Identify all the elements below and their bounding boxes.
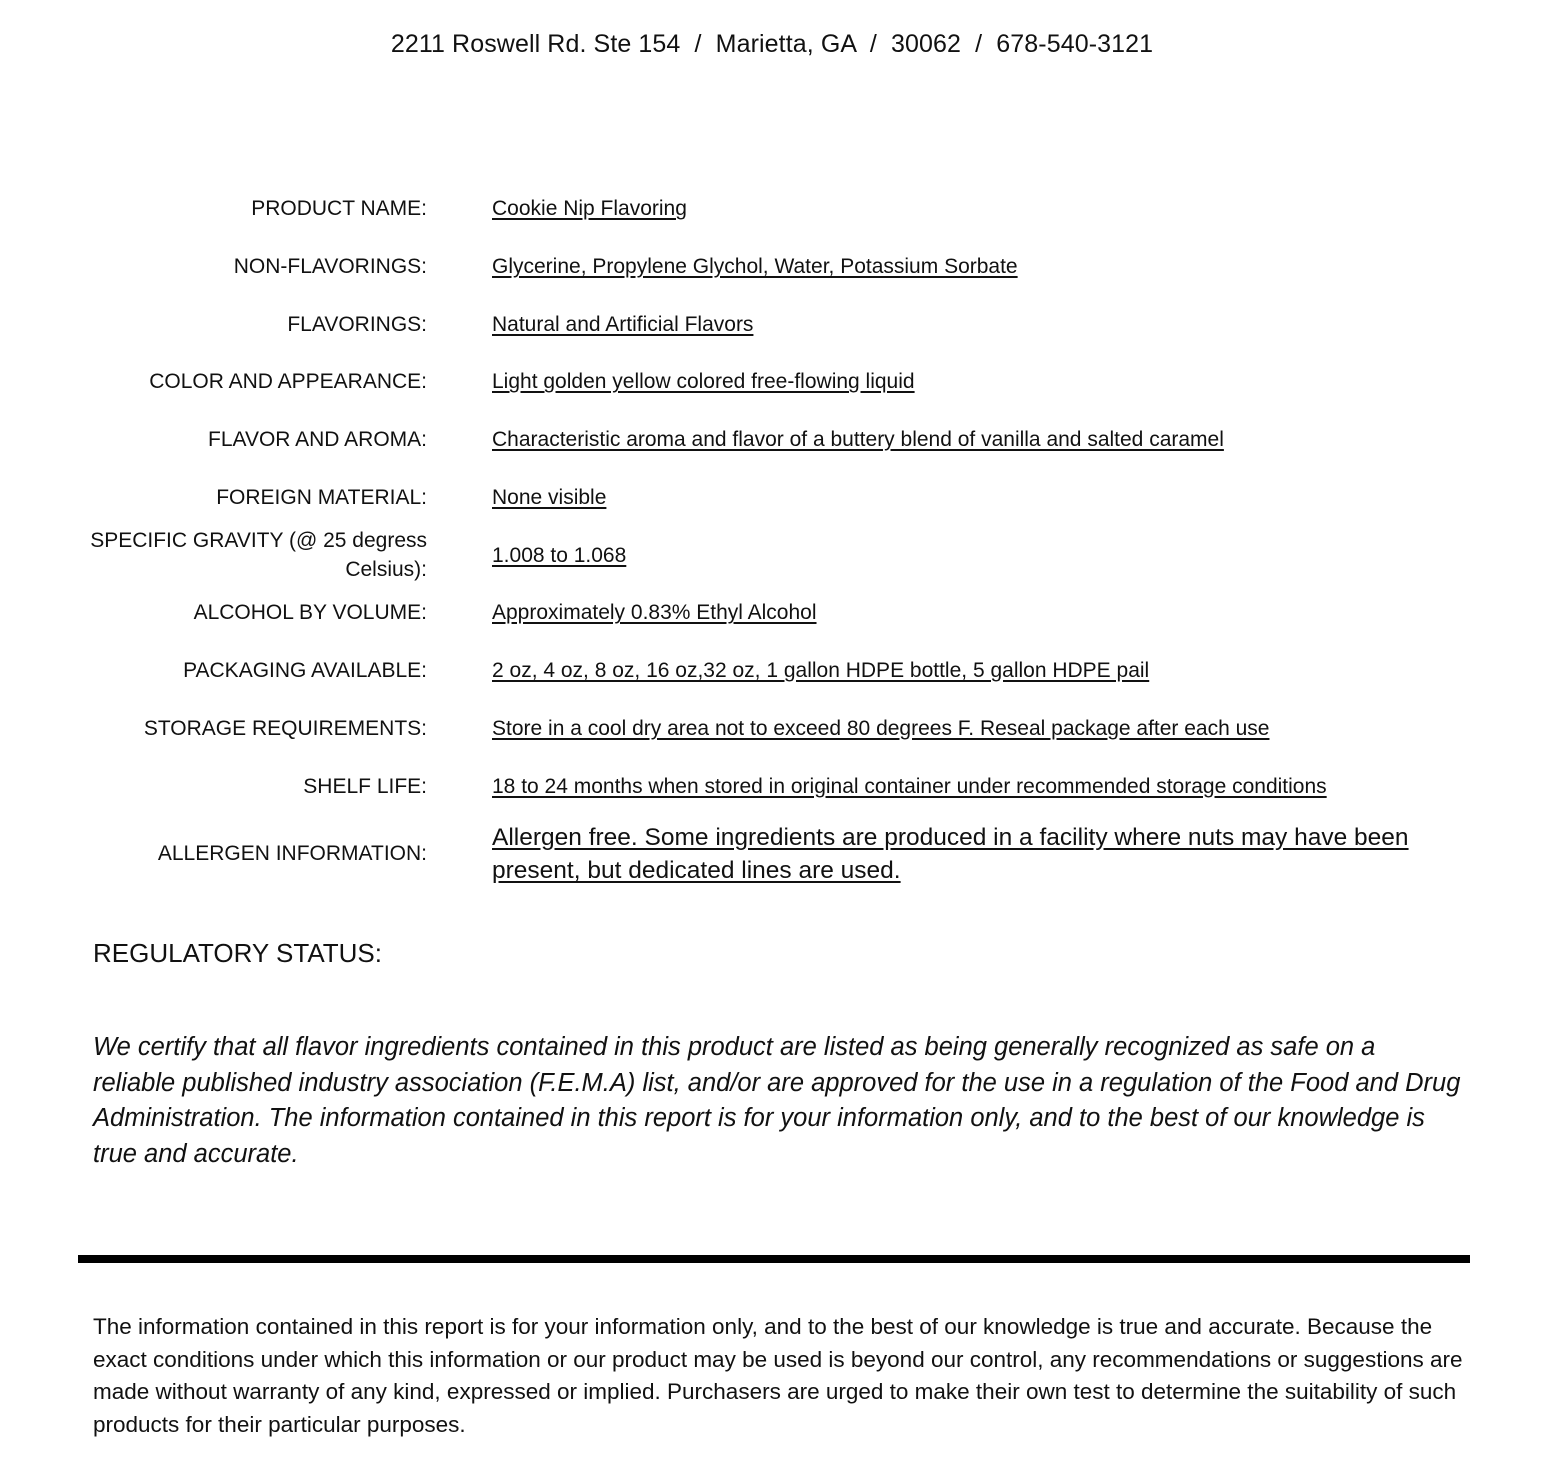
spec-label: FOREIGN MATERIAL: [216,485,427,509]
spec-label: STORAGE REQUIREMENTS: [143,716,427,740]
spec-label: ALCOHOL BY VOLUME: [193,601,427,625]
spec-row-foreign-material [80,468,1480,526]
spec-label: SHELF LIFE: [303,774,427,798]
company-address: 2211 Roswell Rd. Ste 154 / Marietta, GA / 30062 / 678-540-3121 [390,30,1154,58]
spec-label: ALLERGEN INFORMATION: [157,842,427,866]
spec-label: FLAVORINGS: [287,312,427,336]
spec-value: Glycerine, Propylene Glychol, Water, Potassium Sorbate [492,255,1018,279]
spec-row-product-name [80,180,1480,238]
spec-value: 1.008 to 1.068 [492,543,627,567]
regulatory-status-heading: REGULATORY STATUS: [93,938,382,968]
spec-label: COLOR AND APPEARANCE: [149,370,427,394]
spec-value: Characteristic aroma and flavor of a buttery blend of vanilla and salted caramel [492,428,1224,452]
spec-row-non-flavorings [80,238,1480,296]
spec-row-flavor-aroma [80,411,1480,469]
spec-row-flavorings [80,295,1480,353]
spec-value: 18 to 24 months when stored in original container under recommended storage conditions [492,774,1327,798]
spec-value: Cookie Nip Flavoring [492,197,687,221]
spec-label: SPECIFIC GRAVITY (@ 25 degress Celsius): [90,529,427,582]
spec-row-color-appearance [80,353,1480,411]
spec-row-storage [80,700,1480,758]
spec-row-allergen [80,815,1480,893]
spec-row-packaging [80,642,1480,700]
spec-value: Light golden yellow colored free-flowing liquid [492,370,915,394]
spec-table [80,180,1480,893]
spec-label: FLAVOR AND AROMA: [208,428,427,452]
spec-row-specific-gravity [80,526,1480,584]
section-divider [78,1255,1470,1263]
spec-row-alcohol [80,584,1480,642]
spec-label: PACKAGING AVAILABLE: [183,659,427,683]
spec-value: Approximately 0.83% Ethyl Alcohol [492,601,817,625]
spec-value: 2 oz, 4 oz, 8 oz, 16 oz,32 oz, 1 gallon HDPE bottle, 5 gallon HDPE pail [492,659,1150,683]
spec-value: Allergen free. Some ingredients are produced in a facility where nuts may have been present, but dedicated lines are used. [492,823,1409,884]
regulatory-statement: We certify that all flavor ingredients contained in this product are listed as being generally recognized as safe on a reliable published industry association (F.E.M.A) list, and/or are approved for the use in a regulation of the Food and Drug Administration. The information contained in this report is for your information only, and to the best of our knowledge is true and accurate. [93,1033,1461,1169]
spec-value: Natural and Artificial Flavors [492,312,754,336]
spec-value: Store in a cool dry area not to exceed 80 degrees F. Reseal package after each use [492,716,1270,740]
disclaimer-text: The information contained in this report is for your information only, and to the best of our knowledge is true and accurate. Because the exact conditions under which this information or our product may be used is beyond our control, any recommendations or suggestions are made without warranty of any kind, expressed or implied. Purchasers are urged to make their own test to determine the suitability of such products for their particular purposes. [93,1314,1463,1438]
spec-row-shelf-life [80,757,1480,815]
spec-label: PRODUCT NAME: [251,197,427,221]
spec-value: None visible [492,485,607,509]
spec-label: NON-FLAVORINGS: [233,255,427,279]
